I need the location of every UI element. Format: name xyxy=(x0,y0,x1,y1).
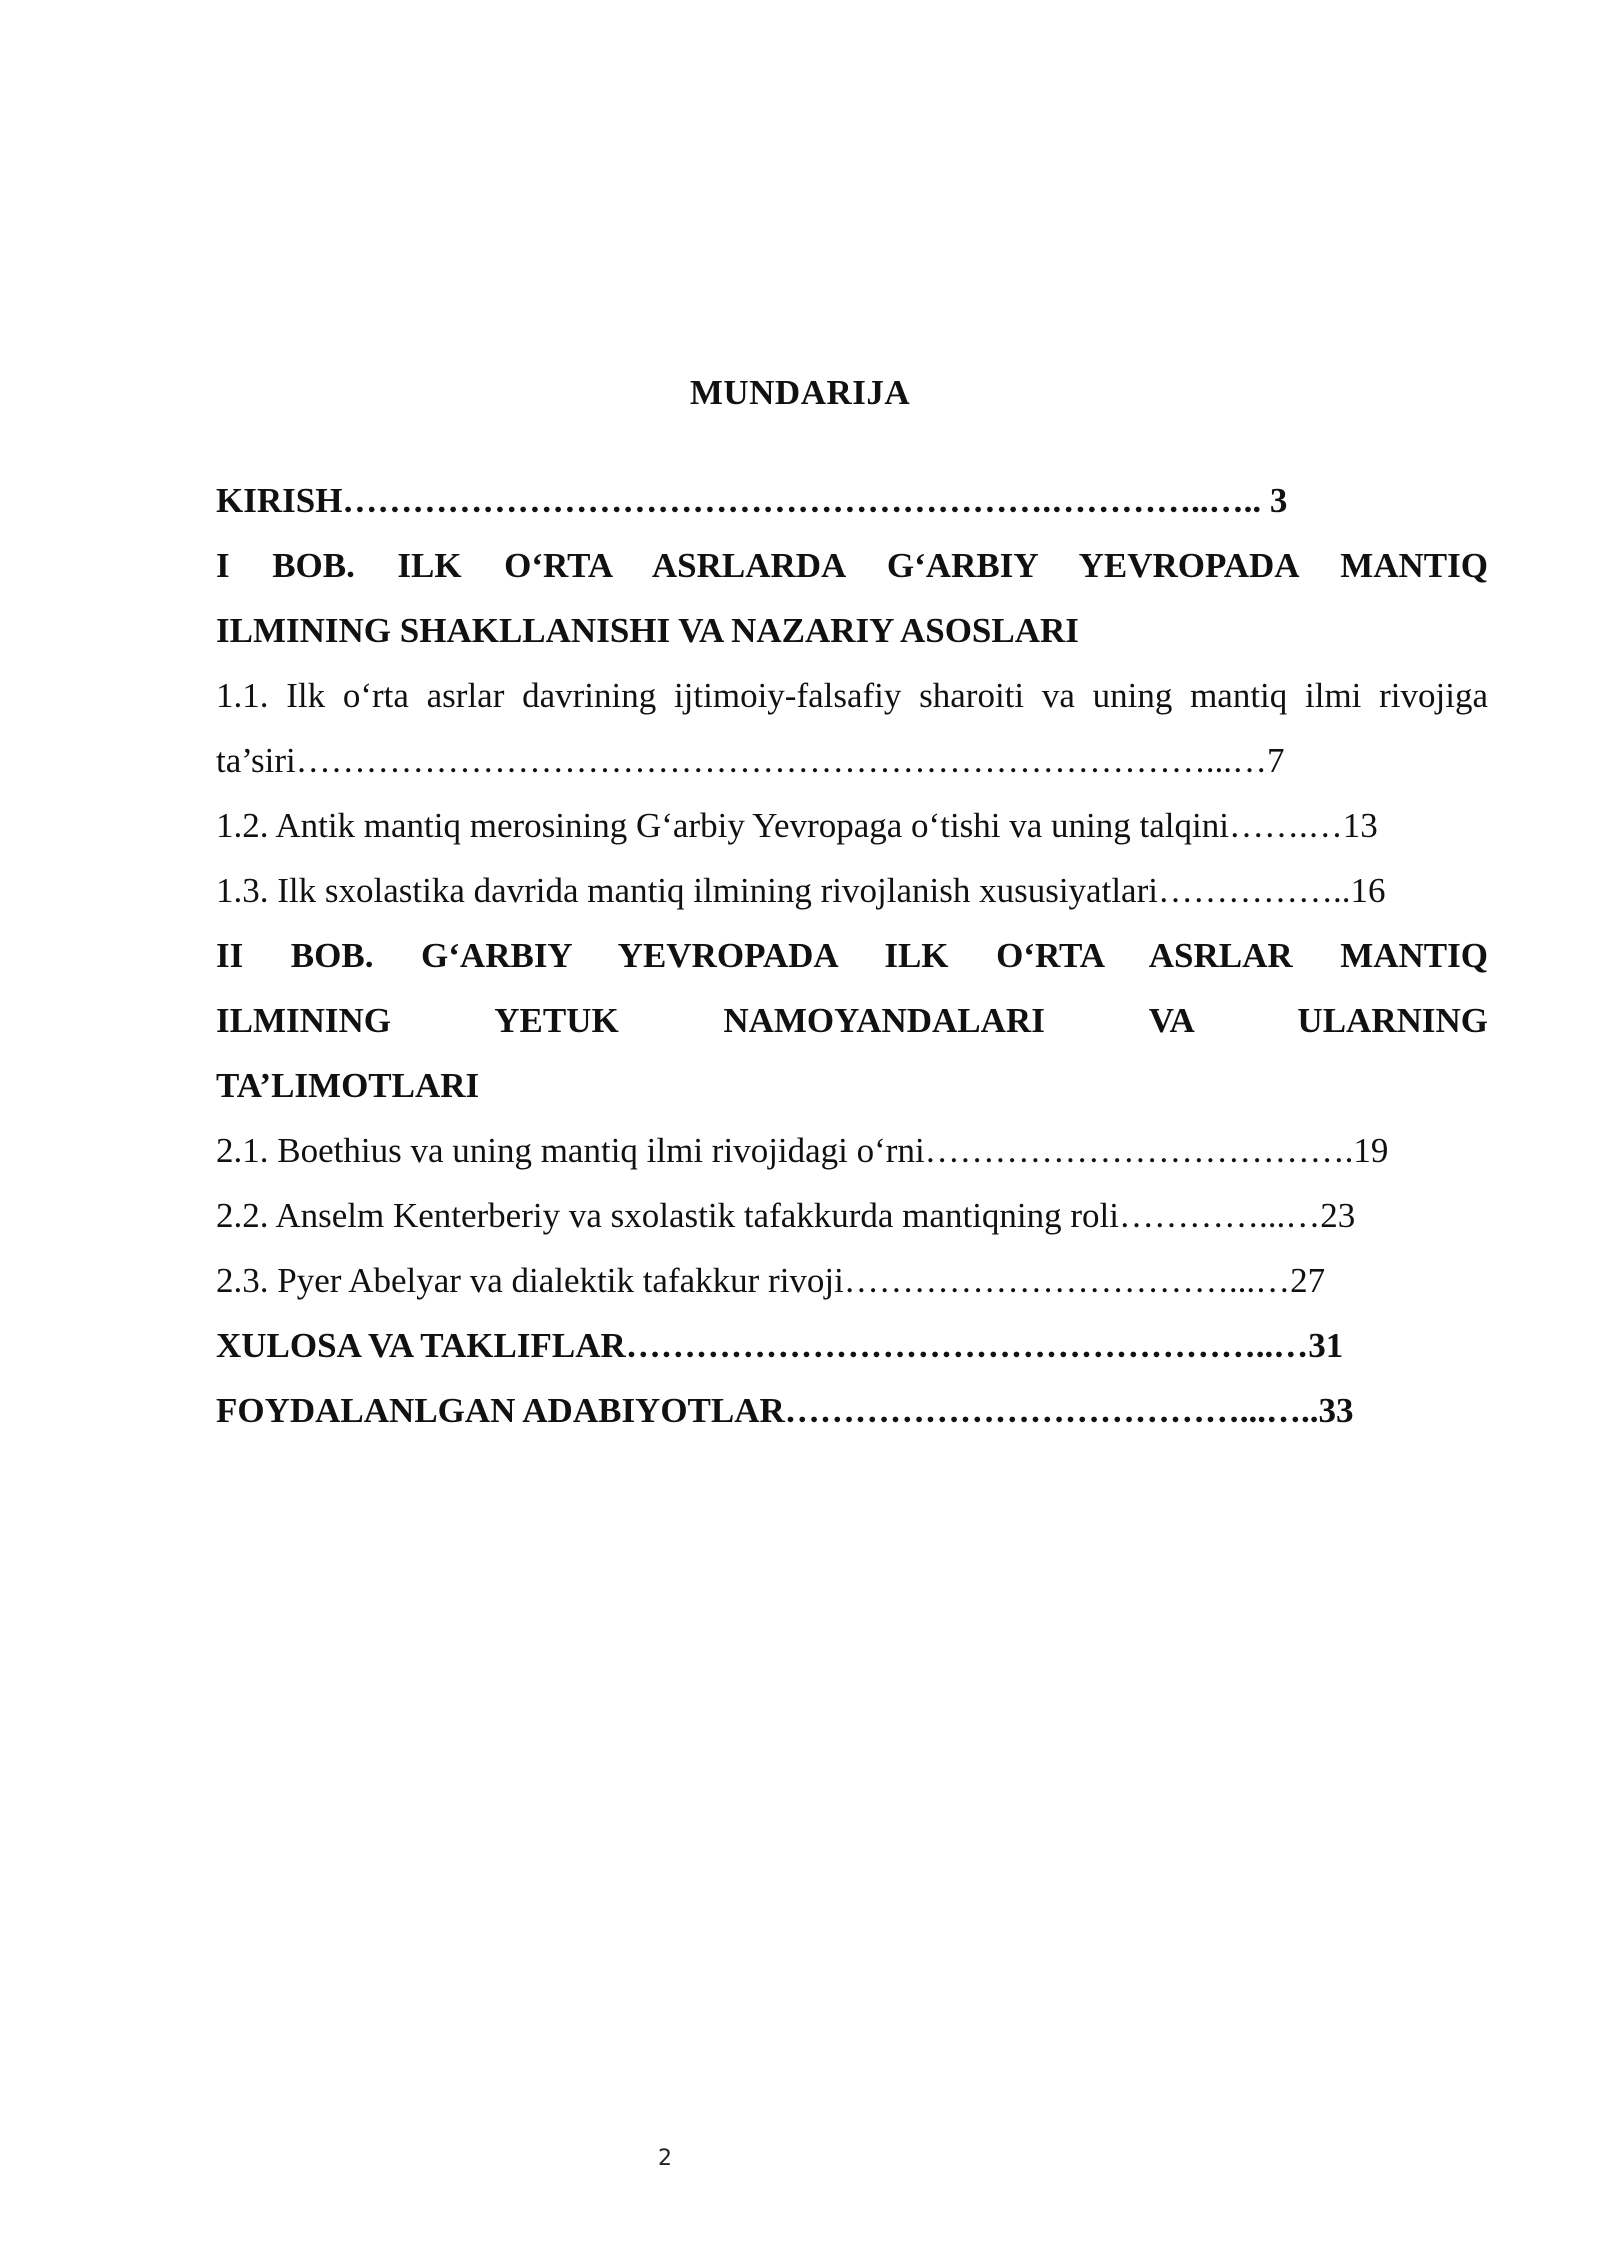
toc-entry-text: ta’siri……………………………………………………………………...…7 xyxy=(216,741,1285,780)
toc-entry-kirish xyxy=(216,468,1488,533)
toc-entry-text: TA’LIMOTLARI xyxy=(216,1066,480,1105)
toc-entry-text: FOYDALANLGAN ADABIYOTLAR…………………………………...…..33 xyxy=(216,1391,1354,1430)
toc-entry-chapter-2 xyxy=(216,923,1488,1118)
toc-entry-text: 1.1. Ilk o‘rta asrlar davrining ijtimoiy-falsafiy sharoiti va uning mantiq ilmi rivojiga xyxy=(216,676,1488,715)
toc-entry-text: 1.2. Antik mantiq merosining G‘arbiy Yevropaga o‘tishi va uning talqini…….…13 xyxy=(216,806,1378,845)
toc-entry-section-2-1 xyxy=(216,1118,1488,1183)
toc-entry-section-2-3 xyxy=(216,1248,1488,1313)
toc-entry-text: II BOB. G‘ARBIY YEVROPADA ILK O‘RTA ASRLAR MANTIQ xyxy=(216,936,1488,975)
toc-entry-text: 2.2. Anselm Kenterberiy va sxolastik tafakkurda mantiqning roli…………...…23 xyxy=(216,1196,1356,1235)
toc-entry-text: ILMINING SHAKLLANISHI VA NAZARIY ASOSLARI xyxy=(216,611,1079,650)
page-number: 2 xyxy=(658,2146,672,2171)
page-title: MUNDARIJA xyxy=(689,373,911,412)
toc-entry-text: 2.1. Boethius va uning mantiq ilmi rivojidagi o‘rni……………………………….19 xyxy=(216,1131,1389,1170)
toc-entry-text: ILMINING YETUK NAMOYANDALARI VA ULARNING xyxy=(216,1001,1488,1040)
toc-entry-xulosa xyxy=(216,1313,1488,1378)
table-of-contents xyxy=(216,468,1488,1443)
toc-entry-text: 2.3. Pyer Abelyar va dialektik tafakkur rivoji……………………………...…27 xyxy=(216,1261,1326,1300)
toc-entry-section-1-2 xyxy=(216,793,1488,858)
toc-entry-section-1-1 xyxy=(216,663,1488,793)
toc-entry-text: I BOB. ILK O‘RTA ASRLARDA G‘ARBIY YEVROPADA MANTIQ xyxy=(216,546,1488,585)
toc-entry-section-1-3 xyxy=(216,858,1488,923)
toc-entry-chapter-1 xyxy=(216,533,1488,663)
toc-entry-text: KIRISH…………………………………………………….…………..….. 3 xyxy=(216,481,1288,520)
toc-entry-section-2-2 xyxy=(216,1183,1488,1248)
toc-entry-text: 1.3. Ilk sxolastika davrida mantiq ilmining rivojlanish xususiyatlari……………..16 xyxy=(216,871,1386,910)
toc-entry-adabiyotlar xyxy=(216,1378,1488,1443)
toc-entry-text: XULOSA VA TAKLIFLAR………………………………………………..…31 xyxy=(216,1326,1344,1365)
